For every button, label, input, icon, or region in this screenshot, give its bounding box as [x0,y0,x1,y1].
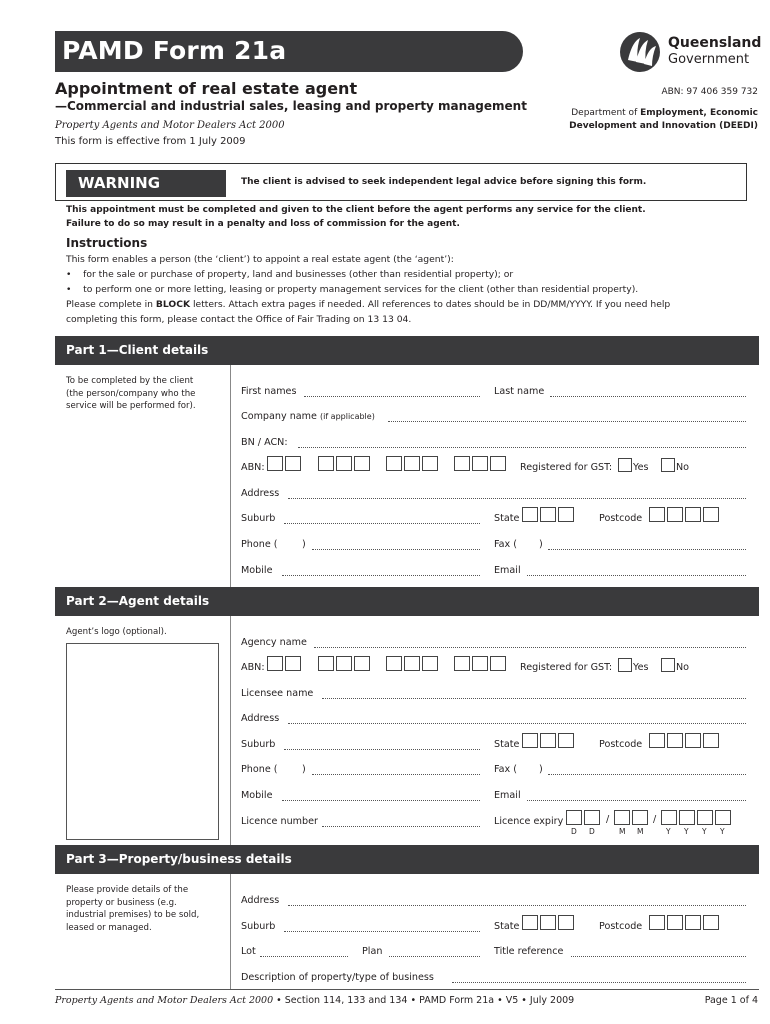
agent-state-label: State [494,739,520,750]
address-field[interactable] [288,498,746,499]
department: Department of Employment, Economic Development and Innovation (DEEDI) [569,108,758,131]
lot-label: Lot [241,946,256,957]
agent-suburb-label: Suburb [241,739,276,750]
expiry-month-boxes[interactable] [614,810,650,825]
suburb-label: Suburb [241,513,276,524]
gov-name-line1: Queensland [668,35,762,51]
description-label: Description of property/type of business [241,972,434,983]
first-names-field[interactable] [304,396,480,397]
agent-abn-boxes-2[interactable] [318,656,372,671]
agent-gst-no-option[interactable]: No [661,658,689,673]
instructions-heading: Instructions [66,236,148,250]
plan-label: Plan [362,946,383,957]
agent-abn-label: ABN: [241,662,265,673]
address-label: Address [241,488,280,499]
agent-address-label: Address [241,713,280,724]
date-label-d2: D [589,827,595,836]
date-slash-2: / [653,814,657,825]
agent-fax-close: ) [539,764,543,775]
agent-phone-field[interactable] [312,774,480,775]
page-subtitle: —Commercial and industrial sales, leasing and property management [55,99,527,113]
part1-note: To be completed by the client (the person/company who the service will be performed for). [66,376,196,411]
agent-postcode-boxes[interactable] [649,733,721,748]
company-name-label: Company name (if applicable) [241,411,375,422]
date-label-y4: Y [720,827,725,836]
agency-name-label: Agency name [241,637,307,648]
last-name-label: Last name [494,386,545,397]
part1-divider [230,365,231,588]
title-reference-field[interactable] [571,956,746,957]
state-boxes[interactable] [522,507,576,522]
abn-boxes-4[interactable] [454,456,508,471]
warning-text: The client is advised to seek independent legal advice before signing this form. [241,177,647,187]
agent-gst-yes-checkbox[interactable] [618,658,632,672]
email-label: Email [494,565,521,576]
abn-boxes-2[interactable] [318,456,372,471]
page-title: Appointment of real estate agent [55,79,358,98]
licence-number-field[interactable] [322,826,480,827]
agent-address-field[interactable] [288,723,746,724]
page-number: Page 1 of 4 [704,995,758,1006]
agent-fax-field[interactable] [548,774,746,775]
agent-fax-label: Fax ( [494,764,517,775]
postcode-boxes[interactable] [649,507,721,522]
gov-name-line2: Government [668,52,750,67]
expiry-year-boxes[interactable] [661,810,733,825]
gst-yes-option[interactable]: Yes [618,458,649,473]
gst-no-checkbox[interactable] [661,458,675,472]
part2-header: Part 2—Agent details [55,587,759,616]
agent-mobile-field[interactable] [282,800,480,801]
lot-field[interactable] [260,956,348,957]
gst-yes-checkbox[interactable] [618,458,632,472]
phone-label: Phone ( [241,539,278,550]
mobile-label: Mobile [241,565,273,576]
date-label-y2: Y [684,827,689,836]
agent-abn-boxes-3[interactable] [386,656,440,671]
email-field[interactable] [527,575,746,576]
footer-rule [55,989,759,990]
act-name: Property Agents and Motor Dealers Act 2000 [55,120,285,131]
abn-boxes-1[interactable] [267,456,303,471]
property-suburb-label: Suburb [241,921,276,932]
title-reference-label: Title reference [494,946,564,957]
state-label: State [494,513,520,524]
gst-no-option[interactable]: No [661,458,689,473]
fax-field[interactable] [548,549,746,550]
queensland-crest-icon [618,30,664,74]
property-address-label: Address [241,895,280,906]
phone-field[interactable] [312,549,480,550]
part3-divider [230,874,231,989]
agent-gst-label: Registered for GST: [520,662,613,673]
property-postcode-boxes[interactable] [649,915,721,930]
property-state-boxes[interactable] [522,915,576,930]
part2-divider [230,616,231,846]
agent-mobile-label: Mobile [241,790,273,801]
property-suburb-field[interactable] [284,931,480,932]
agent-email-field[interactable] [527,800,746,801]
agent-phone-close: ) [302,764,306,775]
fax-label: Fax ( [494,539,517,550]
date-label-m1: M [619,827,626,836]
property-postcode-label: Postcode [599,921,643,932]
date-label-y1: Y [666,827,671,836]
abn-label: ABN: [241,462,265,473]
footer-citation: Property Agents and Motor Dealers Act 2000 • Section 114, 133 and 134 • PAMD Form 21a • V5 • July 2009 [55,995,575,1006]
description-field[interactable] [452,982,746,983]
date-label-y3: Y [702,827,707,836]
agent-state-boxes[interactable] [522,733,576,748]
gov-abn: ABN: 97 406 359 732 [661,87,758,97]
instructions-text: This form enables a person (the ‘client’) to appoint a real estate agent (the ‘agent’): • for the sale or purchase of property, land and businesses (other than residential property); or • to perform one or more letting, leasing or property management services for the client (other than residential property). Please complete in BLOCK letters. Attach extra pages if needed. All references to dates should be in DD/MM/YYYY. If you need help completing this form, please contact the Office of Fair Trading on 13 13 04. [66,254,671,325]
agency-name-field[interactable] [314,647,746,648]
phone-close: ) [302,539,306,550]
company-name-field[interactable] [388,421,746,422]
gst-label: Registered for GST: [520,462,613,473]
warning-label: WARNING [66,170,226,197]
first-names-label: First names [241,386,297,397]
suburb-field[interactable] [284,523,480,524]
agent-logo-box[interactable] [66,643,219,840]
agent-gst-no-checkbox[interactable] [661,658,675,672]
part3-header: Part 3—Property/business details [55,845,759,874]
date-slash-1: / [606,814,610,825]
licensee-name-label: Licensee name [241,688,314,699]
form-title: PAMD Form 21a [62,36,287,65]
postcode-label: Postcode [599,513,643,524]
last-name-field[interactable] [550,396,746,397]
agent-email-label: Email [494,790,521,801]
agent-gst-yes-option[interactable]: Yes [618,658,649,673]
agent-postcode-label: Postcode [599,739,643,750]
agent-suburb-field[interactable] [284,749,480,750]
fax-close: ) [539,539,543,550]
expiry-day-boxes[interactable] [566,810,602,825]
licence-expiry-label: Licence expiry [494,816,564,827]
agent-abn-boxes-1[interactable] [267,656,303,671]
abn-boxes-3[interactable] [386,456,440,471]
property-state-label: State [494,921,520,932]
property-address-field[interactable] [288,905,746,906]
plan-field[interactable] [389,956,480,957]
effective-date: This form is effective from 1 July 2009 [55,136,246,147]
date-label-m2: M [637,827,644,836]
date-label-d1: D [571,827,577,836]
agent-phone-label: Phone ( [241,764,278,775]
agent-abn-boxes-4[interactable] [454,656,508,671]
bn-acn-field[interactable] [298,447,746,448]
agent-logo-note: Agent’s logo (optional). [66,627,167,637]
part3-note: Please provide details of the property or business (e.g. industrial premises) to be sold, leased or managed. [66,885,200,933]
licence-number-label: Licence number [241,816,318,827]
appointment-note: This appointment must be completed and given to the client before the agent performs any service for the client. Failure to do so may result in a penalty and loss of commission for the agent. [66,205,646,229]
licensee-name-field[interactable] [322,698,746,699]
part1-header: Part 1—Client details [55,336,759,365]
bn-acn-label: BN / ACN: [241,437,288,448]
mobile-field[interactable] [282,575,480,576]
